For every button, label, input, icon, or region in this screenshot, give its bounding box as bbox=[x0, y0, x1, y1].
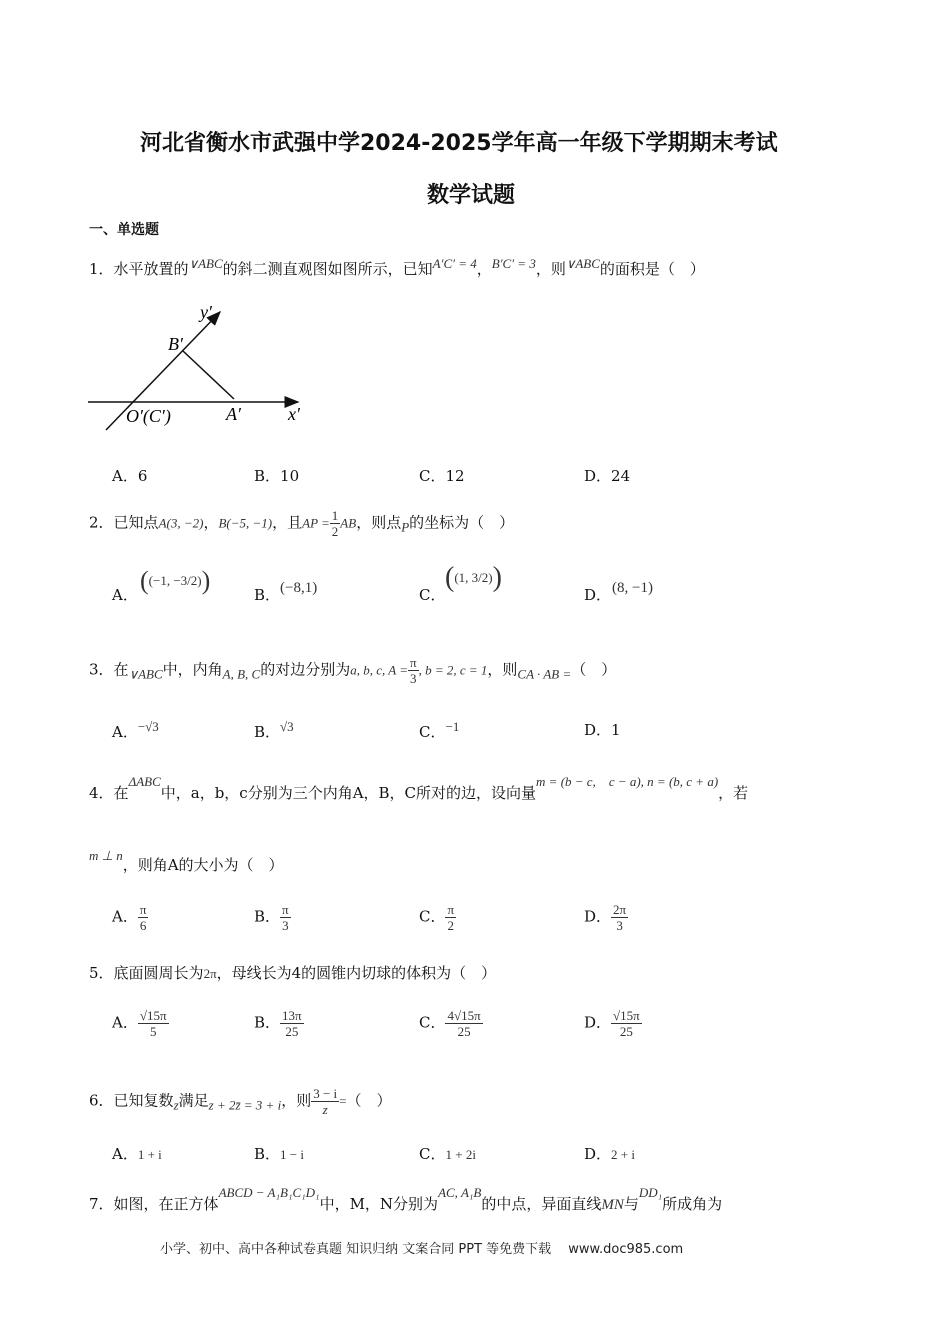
option-label: D． bbox=[584, 586, 612, 604]
option-value: 1 bbox=[611, 721, 621, 739]
question-1 bbox=[89, 256, 705, 279]
question-2 bbox=[89, 508, 514, 539]
q2-option-c[interactable] bbox=[419, 584, 445, 605]
fraction-denominator: 3 bbox=[282, 918, 289, 933]
option-label: B． bbox=[254, 586, 281, 604]
q7-text: 与 bbox=[623, 1195, 639, 1213]
q1-option-d[interactable] bbox=[584, 465, 630, 486]
option-label: C． bbox=[419, 1145, 446, 1163]
label-y-axis: y′ bbox=[200, 302, 212, 322]
q3-math: , b = 2, c = 1 bbox=[418, 662, 488, 678]
option-value: −1 bbox=[445, 719, 460, 734]
fraction-numerator: π bbox=[139, 902, 147, 917]
option-value: 24 bbox=[611, 467, 631, 485]
question-7 bbox=[89, 1185, 723, 1214]
option-fraction bbox=[280, 1008, 304, 1039]
q4-option-c[interactable] bbox=[419, 902, 456, 933]
q7-math: DD₁ bbox=[638, 1185, 663, 1200]
q6-text: 满足 bbox=[178, 1091, 209, 1110]
label-b: B′ bbox=[168, 334, 183, 354]
q2-text: 的坐标为（ ） bbox=[409, 513, 515, 532]
q3-option-c[interactable] bbox=[419, 719, 459, 742]
q1-math: ∨ABC bbox=[565, 256, 600, 271]
option-label: C． bbox=[419, 467, 446, 485]
q7-math: ABCD − A₁B₁C₁D₁ bbox=[218, 1185, 320, 1200]
q3-math: a, b, c, A = bbox=[350, 662, 408, 678]
q1-option-c[interactable] bbox=[419, 465, 465, 486]
exam-subtitle: 数学试题 bbox=[427, 183, 516, 208]
q7-text: 中，M，N分别为 bbox=[319, 1195, 439, 1213]
q1-text: 的面积是（ ） bbox=[599, 260, 705, 278]
q4-text: ，则角A的大小为（ ） bbox=[122, 856, 284, 874]
q4-math: m = (b − c, c − a), n = (b, c + a) bbox=[536, 774, 719, 789]
q7-math: MN bbox=[601, 1197, 624, 1213]
close-paren: ) bbox=[201, 566, 211, 595]
fraction-denominator: 3 bbox=[410, 671, 417, 686]
option-value: 2 + i bbox=[611, 1147, 635, 1162]
q4-text: 中，a，b，c分别为三个内角A，B，C所对的边，设向量 bbox=[160, 784, 537, 802]
q3-option-d[interactable] bbox=[584, 719, 621, 740]
q2-option-b[interactable] bbox=[254, 584, 280, 605]
q1-math: B′C′ = 3 bbox=[491, 256, 536, 271]
option-fraction bbox=[280, 902, 291, 933]
option-label: B． bbox=[254, 467, 281, 485]
option-value: 1 + 2i bbox=[445, 1147, 476, 1162]
q2-text: ，则点 bbox=[356, 513, 402, 532]
option-label: A． bbox=[112, 723, 138, 741]
option-fraction bbox=[138, 902, 149, 933]
fraction-numerator: 3 − i bbox=[313, 1086, 338, 1101]
segment-b-a bbox=[183, 351, 234, 399]
q7-text: 如图，在正方体 bbox=[113, 1195, 219, 1213]
q2-option-a[interactable] bbox=[112, 584, 138, 605]
fraction-numerator: 2π bbox=[613, 902, 627, 917]
q2-text: ， bbox=[203, 513, 219, 532]
option-value: 6 bbox=[137, 467, 148, 485]
q1-math: ∨ABC bbox=[188, 256, 223, 271]
option-label: B． bbox=[254, 1145, 281, 1163]
label-o: O′(C′) bbox=[126, 406, 171, 426]
option-fraction bbox=[611, 1008, 642, 1039]
q3-option-b[interactable] bbox=[254, 719, 294, 742]
option-label: B． bbox=[254, 723, 281, 741]
option-label: B． bbox=[254, 1013, 281, 1032]
q4-text: ，若 bbox=[718, 784, 749, 802]
q5-option-d[interactable] bbox=[584, 1008, 642, 1039]
q2-option-b-value: (−8,1) bbox=[280, 580, 318, 596]
option-value: 10 bbox=[280, 467, 300, 485]
q2-text: 已知点 bbox=[113, 513, 159, 532]
question-4 bbox=[89, 774, 749, 803]
footer-text: 小学、初中、高中各种试卷真题 知识归纳 文案合同 PPT 等免费下载 www.doc985.com bbox=[160, 1242, 684, 1257]
q6-number: 6． bbox=[89, 1091, 114, 1110]
option-fraction bbox=[138, 1008, 169, 1039]
q4-text: 在 bbox=[113, 784, 129, 802]
q4-math: ΔABC bbox=[128, 774, 161, 789]
option-label: A． bbox=[112, 907, 138, 926]
q6-option-a[interactable] bbox=[112, 1143, 162, 1164]
q2-math: A(3, −2) bbox=[158, 515, 204, 531]
question-3 bbox=[89, 655, 616, 686]
close-paren: ) bbox=[492, 562, 502, 593]
q3-text: ，则 bbox=[487, 660, 518, 679]
q5-text: ，母线长为4的圆锥内切球的体积为（ ） bbox=[216, 964, 497, 982]
fraction-numerator: π bbox=[282, 902, 289, 917]
option-label: D． bbox=[584, 467, 612, 485]
label-x-axis: x′ bbox=[288, 404, 300, 424]
option-value: −√3 bbox=[137, 719, 159, 734]
fraction-numerator: 4√15π bbox=[447, 1008, 481, 1023]
option-label: C． bbox=[419, 1013, 446, 1032]
q2-option-d[interactable] bbox=[584, 584, 611, 605]
option-fraction bbox=[445, 1008, 482, 1039]
q3-fraction bbox=[408, 655, 419, 686]
q5-option-b[interactable] bbox=[254, 1008, 304, 1039]
section-heading: 一、单选题 bbox=[89, 222, 159, 238]
q1-text: ，则 bbox=[535, 260, 566, 278]
option-label: C． bbox=[419, 723, 446, 741]
q3-text: 中，内角 bbox=[162, 660, 223, 679]
q2-math: AP = bbox=[302, 515, 330, 531]
q4-option-b[interactable] bbox=[254, 902, 291, 933]
q6-math: = bbox=[339, 1093, 347, 1109]
q5-text: 底面圆周长为 bbox=[113, 964, 204, 982]
option-label: D． bbox=[584, 1013, 612, 1032]
question-4-continued bbox=[89, 848, 284, 875]
q1-math: A′C′ = 4 bbox=[432, 256, 477, 271]
q3-text: （ ） bbox=[571, 660, 617, 679]
q1-text: ， bbox=[476, 260, 492, 278]
option-value: 1 − i bbox=[280, 1147, 304, 1162]
q6-option-d[interactable] bbox=[584, 1143, 635, 1164]
q2-option-d-value: (8, −1) bbox=[612, 580, 653, 596]
option-label: B． bbox=[254, 907, 281, 926]
option-label: A． bbox=[112, 586, 138, 604]
fraction-denominator: 6 bbox=[139, 918, 147, 933]
q2-option-a-value bbox=[140, 566, 210, 596]
q2-math: AB bbox=[340, 515, 357, 531]
q3-math: A, B, C bbox=[222, 666, 261, 682]
q2-math: P bbox=[401, 519, 410, 535]
q1-option-a[interactable] bbox=[112, 465, 147, 486]
q7-text: 的中点，异面直线 bbox=[481, 1195, 602, 1213]
option-value: (−1, −3/2) bbox=[148, 573, 202, 588]
q2-text: ，且 bbox=[272, 513, 303, 532]
option-label: D． bbox=[584, 721, 612, 739]
q3-text: 在 bbox=[113, 660, 129, 679]
q4-option-a[interactable] bbox=[112, 902, 148, 933]
q6-option-c[interactable] bbox=[419, 1143, 476, 1164]
option-label: C． bbox=[419, 586, 446, 604]
q5-number: 5． bbox=[89, 964, 114, 982]
q6-fraction bbox=[311, 1086, 339, 1117]
q6-option-b[interactable] bbox=[254, 1143, 304, 1164]
fraction-denominator: z bbox=[322, 1102, 328, 1117]
open-paren: ( bbox=[140, 566, 149, 595]
q6-math: z bbox=[173, 1097, 179, 1113]
option-fraction bbox=[445, 902, 456, 933]
option-label: A． bbox=[112, 1013, 138, 1032]
exam-title: 河北省衡水市武强中学2024-2025学年高一年级下学期期末考试 bbox=[140, 131, 778, 156]
q1-option-b[interactable] bbox=[254, 465, 299, 486]
q4-math: m ⊥ n bbox=[89, 848, 123, 863]
option-value: 12 bbox=[445, 467, 465, 485]
fraction-denominator: 25 bbox=[457, 1024, 471, 1039]
option-label: D． bbox=[584, 907, 612, 926]
q3-math: ∨ABC bbox=[128, 666, 163, 682]
fraction-numerator: √15π bbox=[613, 1008, 640, 1023]
fraction-numerator: 13π bbox=[282, 1008, 302, 1023]
q3-text: 的对边分别为 bbox=[260, 660, 351, 679]
q2-option-c-value bbox=[445, 562, 502, 594]
q3-number: 3． bbox=[89, 660, 114, 679]
fraction-numerator: 1 bbox=[331, 508, 339, 523]
q5-option-c[interactable] bbox=[419, 1008, 483, 1039]
fraction-denominator: 5 bbox=[149, 1024, 157, 1039]
oblique-projection-figure bbox=[80, 300, 320, 440]
q6-math: z + 2z̄ = 3 + i bbox=[208, 1097, 282, 1113]
option-label: D． bbox=[584, 1145, 612, 1163]
fraction-denominator: 2 bbox=[447, 918, 455, 933]
q5-math: 2π bbox=[203, 966, 217, 981]
fraction-denominator: 25 bbox=[619, 1024, 633, 1039]
q3-math: CA · AB = bbox=[517, 666, 572, 682]
q7-number: 7． bbox=[89, 1195, 114, 1213]
q6-text: ，则 bbox=[281, 1091, 312, 1110]
q2-number: 2． bbox=[89, 513, 114, 532]
q2-math: B(−5, −1) bbox=[218, 515, 273, 531]
fraction-denominator: 2 bbox=[331, 524, 339, 539]
option-label: C． bbox=[419, 907, 446, 926]
q5-option-a[interactable] bbox=[112, 1008, 169, 1039]
q1-text: 水平放置的 bbox=[113, 260, 189, 278]
option-label: A． bbox=[112, 1145, 138, 1163]
open-paren: ( bbox=[445, 562, 455, 593]
q6-text: 已知复数 bbox=[113, 1091, 174, 1110]
q1-text: 的斜二测直观图如图所示，已知 bbox=[222, 260, 433, 278]
option-fraction bbox=[611, 902, 628, 933]
fraction-numerator: π bbox=[447, 902, 455, 917]
option-value: √3 bbox=[280, 719, 294, 734]
fraction-denominator: 25 bbox=[285, 1024, 299, 1039]
option-value: (1, 3/2) bbox=[454, 570, 493, 585]
fraction-denominator: 3 bbox=[616, 918, 623, 933]
q7-text: 所成角为 bbox=[662, 1195, 723, 1213]
option-label: A． bbox=[112, 467, 138, 485]
q6-text: （ ） bbox=[346, 1091, 392, 1110]
label-a: A′ bbox=[226, 404, 241, 424]
fraction-numerator: √15π bbox=[139, 1008, 167, 1023]
question-5 bbox=[89, 962, 496, 983]
q2-fraction bbox=[330, 508, 341, 539]
q4-number: 4． bbox=[89, 784, 114, 802]
q1-number: 1． bbox=[89, 260, 114, 278]
q3-option-a[interactable] bbox=[112, 719, 159, 742]
fraction-numerator: π bbox=[410, 655, 417, 670]
question-6 bbox=[89, 1086, 392, 1117]
option-value: 1 + i bbox=[137, 1147, 162, 1162]
q7-math: AC, A₁B bbox=[438, 1185, 482, 1200]
q4-option-d[interactable] bbox=[584, 902, 628, 933]
